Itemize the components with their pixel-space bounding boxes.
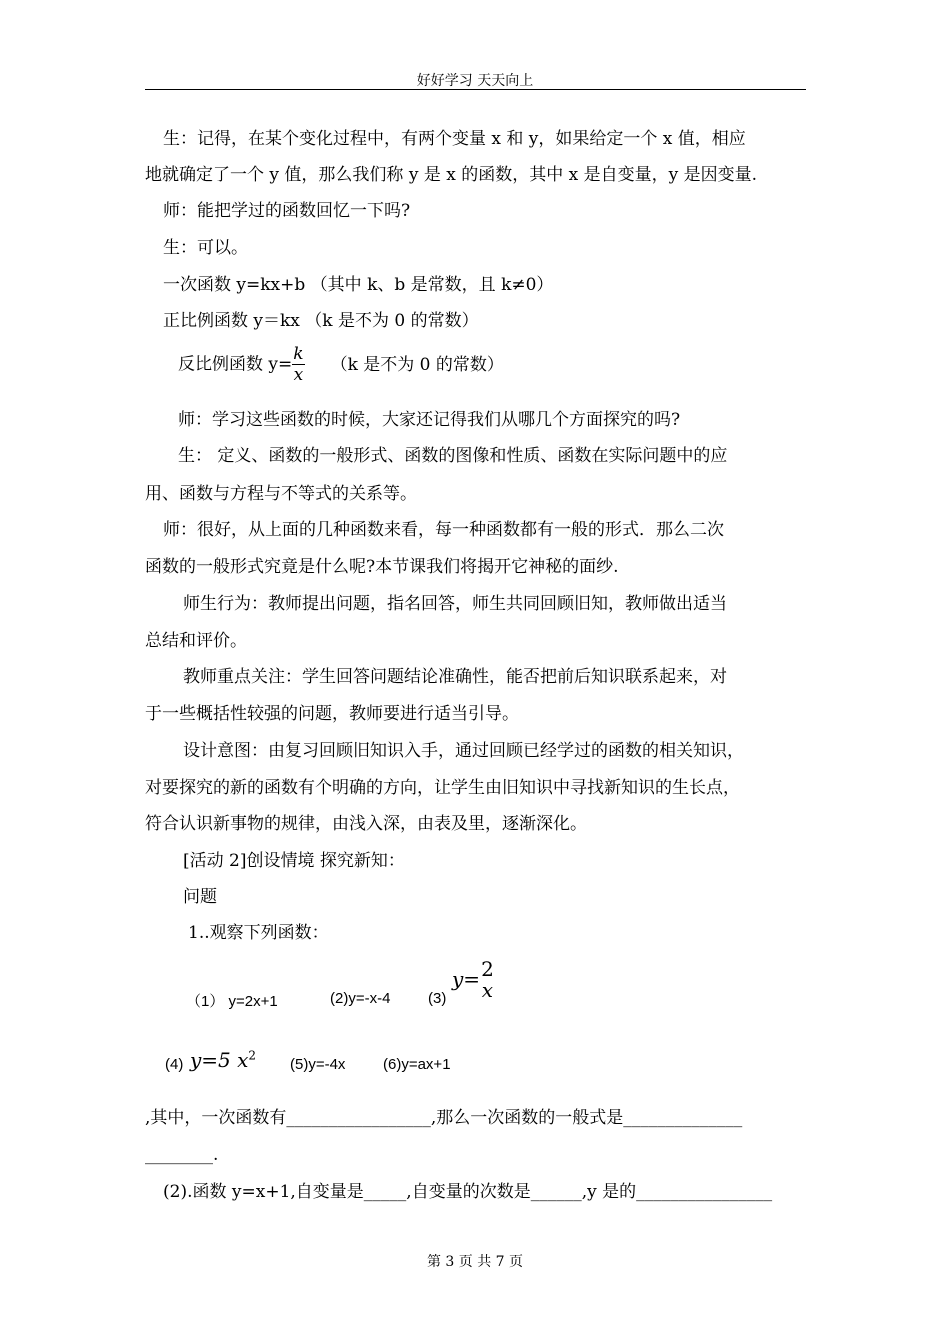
function-4-formula bbox=[190, 1048, 256, 1072]
paragraph-line: 师生行为：教师提出问题，指名回答，师生共同回顾旧知，教师做出适当 bbox=[183, 594, 727, 614]
fill-blank-line: ,其中，一次函数有_________________,那么一次函数的一般式是______________ bbox=[145, 1108, 743, 1128]
paragraph-line: 地就确定了一个 y 值，那么我们称 y 是 x 的函数，其中 x 是自变量，y 是因变量. bbox=[145, 165, 758, 185]
paragraph-line: 设计意图：由复习回顾旧知识入手，通过回顾已经学过的函数的相关知识， bbox=[183, 741, 744, 761]
function-1: （1） y=2x+1 bbox=[186, 993, 278, 1010]
k-over-x-fraction bbox=[292, 344, 304, 385]
question-heading: 问题 bbox=[183, 887, 217, 907]
page-number: 第 3 页 共 7 页 bbox=[426, 1254, 524, 1270]
fraction-numerator: k bbox=[293, 344, 304, 364]
paragraph-line: 师：能把学过的函数回忆一下吗? bbox=[163, 201, 411, 221]
inverse-function-label: 反比例函数 y= bbox=[178, 354, 293, 375]
header-rule bbox=[145, 89, 806, 90]
function-6: (6)y=ax+1 bbox=[383, 1056, 451, 1073]
fill-blank-line: (2).函数 y=x+1,自变量是_____,自变量的次数是______,y 是的________________ bbox=[163, 1182, 773, 1202]
function-2: (2)y=-x-4 bbox=[330, 990, 391, 1007]
paragraph-line: 师：学习这些函数的时候，大家还记得我们从哪几个方面探究的吗? bbox=[178, 410, 681, 430]
paragraph-line: 生： 定义、函数的一般形式、函数的图像和性质、函数在实际问题中的应 bbox=[178, 446, 728, 466]
inverse-function-condition: （k 是不为 0 的常数） bbox=[330, 354, 504, 375]
paragraph-line: 符合认识新事物的规律，由浅入深，由表及里，逐渐深化。 bbox=[145, 814, 587, 834]
paragraph-line: 用、函数与方程与不等式的关系等。 bbox=[145, 484, 417, 504]
paragraph-line: 教师重点关注：学生回答问题结论准确性，能否把前后知识联系起来，对 bbox=[183, 667, 727, 687]
fill-blank-line: ________. bbox=[145, 1145, 219, 1165]
function-3-label: (3) bbox=[428, 990, 447, 1007]
formula-exponent: 2 bbox=[248, 1048, 257, 1063]
formula-lhs: y= bbox=[452, 967, 481, 991]
paragraph-line: 师：很好，从上面的几种函数来看，每一种函数都有一般的形式．那么二次 bbox=[163, 520, 724, 540]
paragraph-line: 于一些概括性较强的问题，教师要进行适当引导。 bbox=[145, 704, 519, 724]
paragraph-line: 正比例函数 y＝kx （k 是不为 0 的常数） bbox=[163, 311, 479, 331]
question-item: 1..观察下列函数： bbox=[188, 923, 329, 943]
paragraph-line: 生：可以。 bbox=[163, 238, 248, 258]
fraction-denominator: x bbox=[481, 978, 494, 1002]
paragraph-line: 总结和评价。 bbox=[145, 631, 247, 651]
function-3-formula bbox=[452, 958, 495, 1000]
function-4-label: (4) bbox=[165, 1056, 184, 1073]
activity-heading: [活动 2]创设情境 探究新知： bbox=[183, 851, 405, 871]
fraction-numerator: 2 bbox=[481, 957, 494, 981]
fraction-denominator: x bbox=[293, 365, 304, 385]
paragraph-line: 生：记得，在某个变化过程中，有两个变量 x 和 y，如果给定一个 x 值，相应 bbox=[163, 129, 746, 149]
paragraph-line: 对要探究的新的函数有个明确的方向，让学生由旧知识中寻找新知识的生长点， bbox=[145, 778, 740, 798]
page-header: 好好学习 天天向上 bbox=[416, 73, 534, 89]
two-over-x-fraction bbox=[480, 958, 495, 1000]
inverse-function-line bbox=[178, 344, 504, 385]
paragraph-line: 一次函数 y=kx+b （其中 k、b 是常数，且 k≠0） bbox=[163, 275, 554, 295]
paragraph-line: 函数的一般形式究竟是什么呢?本节课我们将揭开它神秘的面纱. bbox=[145, 557, 619, 577]
formula-expression: y=5 x bbox=[190, 1048, 249, 1072]
function-5: (5)y=-4x bbox=[290, 1056, 346, 1073]
